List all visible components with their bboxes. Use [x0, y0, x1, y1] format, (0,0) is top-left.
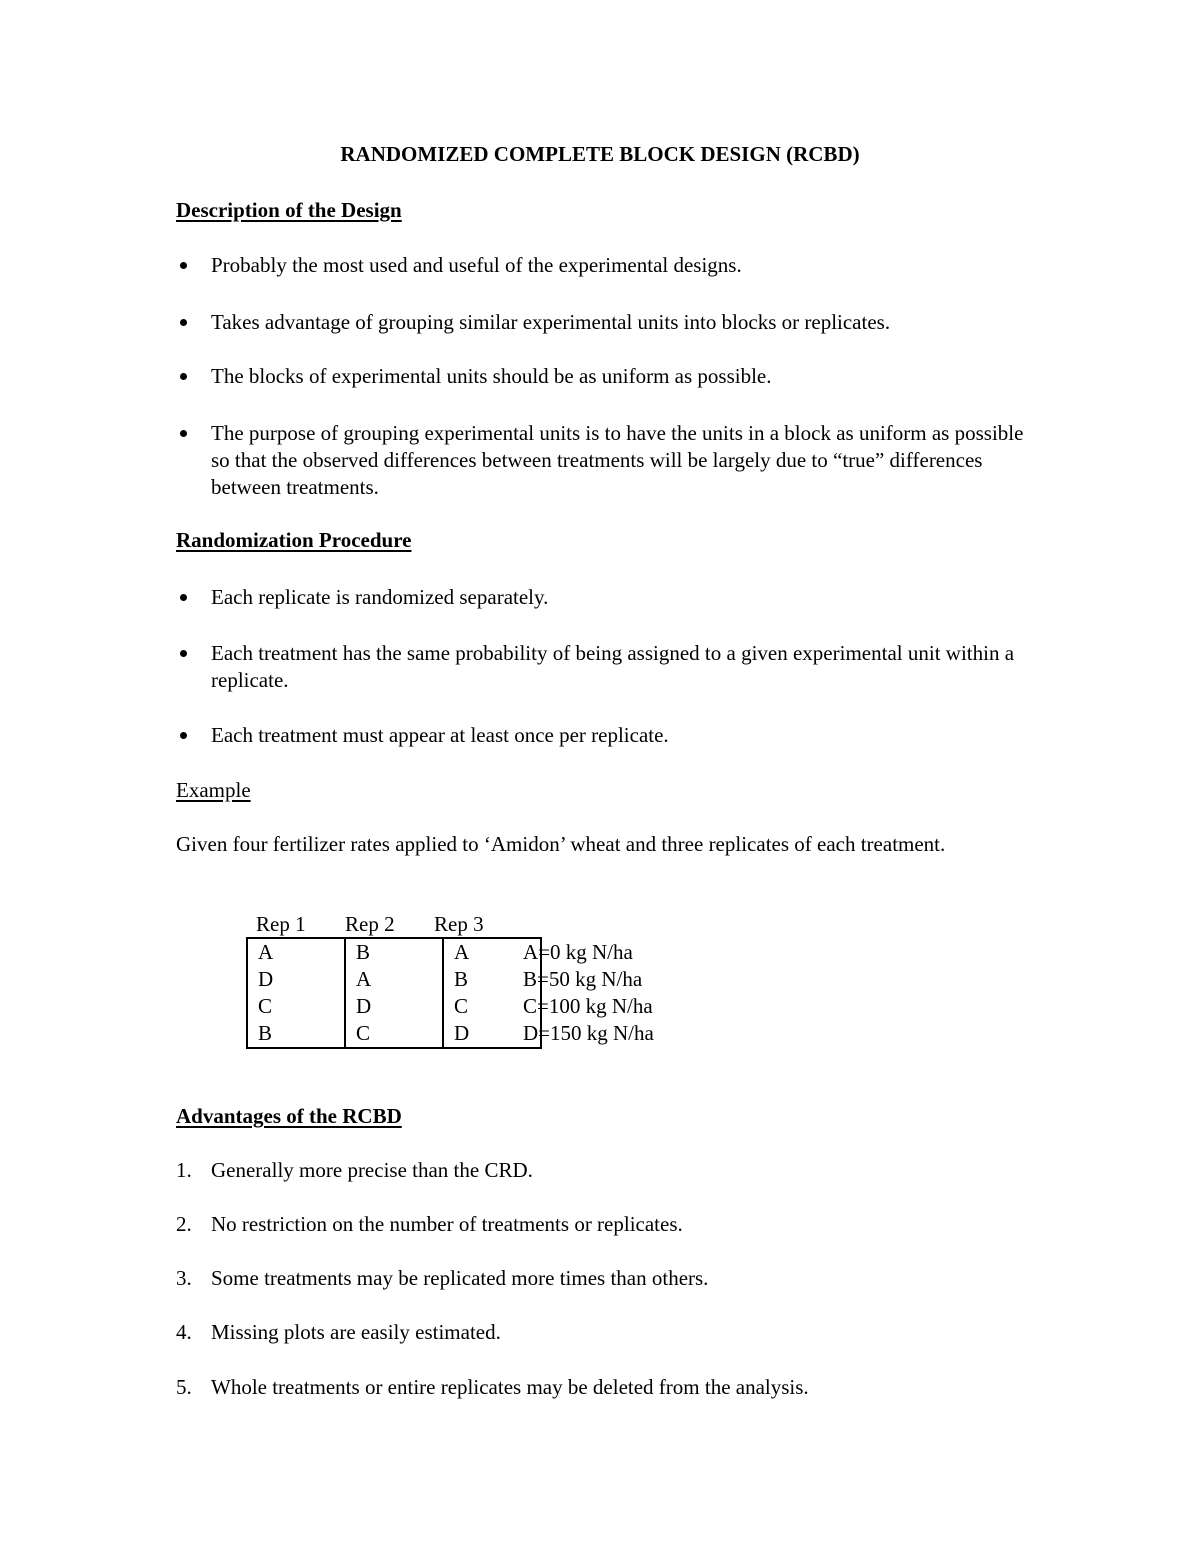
item-number: 1. [176, 1158, 192, 1182]
legend-item: B=50 kg N/ha [523, 967, 643, 991]
legend-item: C=100 kg N/ha [523, 994, 653, 1018]
table-cell: C [345, 1020, 443, 1048]
table-cell: A [443, 938, 541, 966]
item-text: Generally more precise than the CRD. [211, 1158, 533, 1182]
bullet-text: Each treatment must appear at least once per replicate. [211, 723, 669, 747]
rep-header: Rep 2 [345, 912, 395, 936]
item-text: No restriction on the number of treatments or replicates. [211, 1212, 683, 1236]
bullet-icon [176, 640, 190, 667]
treatment-legend [523, 939, 654, 1047]
item-number: 2. [176, 1212, 192, 1236]
bullet-text: Takes advantage of grouping similar experimental units into blocks or replicates. [211, 310, 891, 334]
rep-header: Rep 1 [256, 912, 306, 936]
legend-item: D=150 kg N/ha [523, 1021, 654, 1045]
randomization-table [246, 937, 542, 1049]
table-row [247, 993, 541, 1020]
bullet-text: Each replicate is randomized separately. [211, 585, 549, 609]
rep-header: Rep 3 [434, 912, 484, 936]
bullet-text: The blocks of experimental units should be as uniform as possible. [211, 364, 772, 388]
table-cell: D [345, 993, 443, 1020]
table-cell: D [443, 1020, 541, 1048]
bullet-text: The purpose of grouping experimental units is to have the units in a block as uniform as possible so that the observed differences between treatments will be largely due to “true” differences between treatments. [211, 421, 1024, 499]
bullet-text: Each treatment has the same probability of being assigned to a given experimental unit within a replicate. [211, 641, 1015, 692]
bullet-icon [176, 252, 190, 279]
bullet-icon [176, 722, 190, 749]
description-heading: Description of the Design [176, 198, 402, 222]
legend-item: A=0 kg N/ha [523, 940, 633, 964]
example-heading: Example [176, 778, 251, 802]
table-cell: B [247, 1020, 345, 1048]
item-number: 5. [176, 1375, 192, 1399]
randomization-heading: Randomization Procedure [176, 528, 412, 552]
table-row [247, 966, 541, 993]
table-cell: A [345, 966, 443, 993]
item-text: Some treatments may be replicated more times than others. [211, 1266, 709, 1290]
bullet-icon [176, 420, 190, 447]
bullet-icon [176, 363, 190, 390]
table-cell: C [443, 993, 541, 1020]
example-text: Given four fertilizer rates applied to ‘Amidon’ wheat and three replicates of each treatment. [176, 832, 946, 856]
advantages-heading: Advantages of the RCBD [176, 1104, 402, 1128]
bullet-text: Probably the most used and useful of the experimental designs. [211, 253, 742, 277]
bullet-icon [176, 309, 190, 336]
table-cell: A [247, 938, 345, 966]
rep-header-row [246, 911, 516, 938]
item-number: 4. [176, 1320, 192, 1344]
table-row [247, 1020, 541, 1048]
item-text: Missing plots are easily estimated. [211, 1320, 501, 1344]
table-cell: B [345, 938, 443, 966]
document-title: RANDOMIZED COMPLETE BLOCK DESIGN (RCBD) [340, 142, 860, 166]
bullet-icon [176, 584, 190, 611]
table-cell: D [247, 966, 345, 993]
table-row [247, 938, 541, 966]
table-cell: C [247, 993, 345, 1020]
item-text: Whole treatments or entire replicates may be deleted from the analysis. [211, 1375, 809, 1399]
table-cell: B [443, 966, 541, 993]
item-number: 3. [176, 1266, 192, 1290]
